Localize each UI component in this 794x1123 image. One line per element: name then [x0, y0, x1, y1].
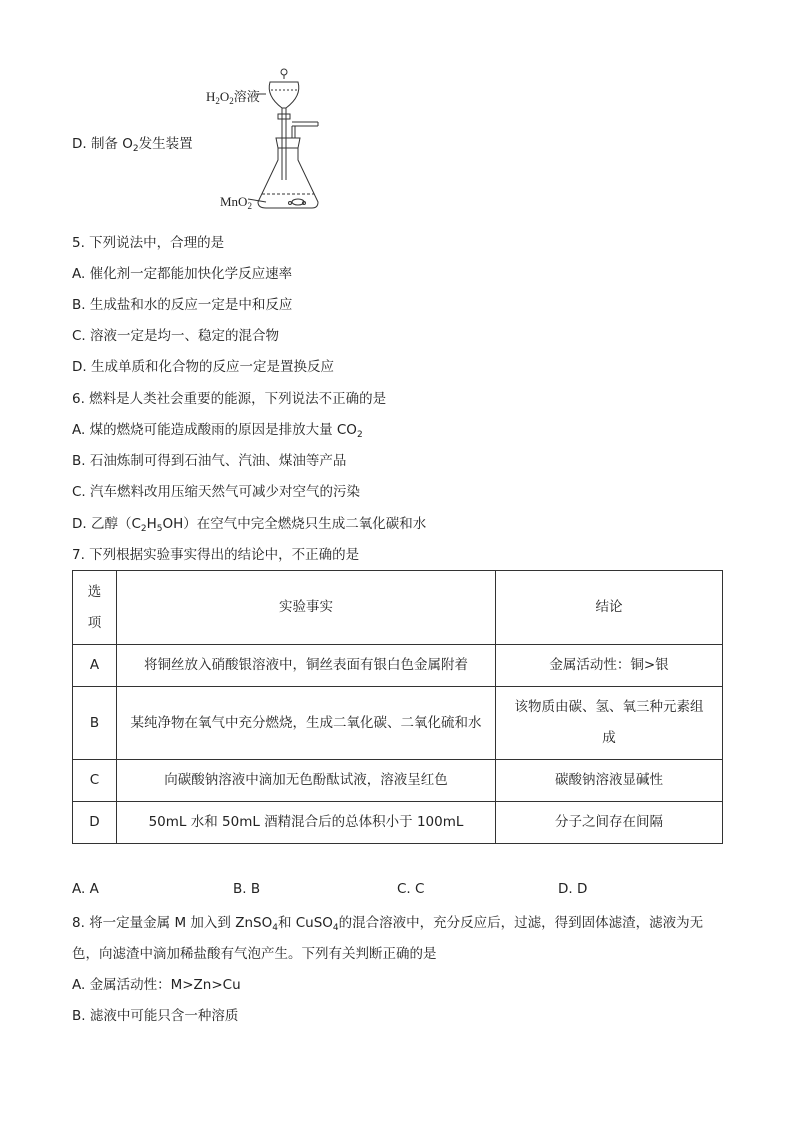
- row-option: C: [73, 760, 117, 802]
- q7-experiment-table: [72, 570, 723, 844]
- row-fact: 向碳酸钠溶液中滴加无色酚酞试液，溶液呈红色: [117, 760, 496, 802]
- row-fact: 将铜丝放入硝酸银溶液中，铜丝表面有银白色金属附着: [117, 645, 496, 687]
- header-fact: 实验事实: [117, 571, 496, 645]
- table-row: [73, 802, 723, 844]
- q8-stem-line2: 色，向滤渣中滴加稀盐酸有气泡产生。下列有关判断正确的是: [72, 946, 437, 962]
- q7-answer-options: [72, 881, 672, 901]
- q6-option-c: C. 汽车燃料改用压缩天然气可减少对空气的污染: [72, 484, 361, 500]
- h2o2-label: $H_2O_2$溶液: [206, 89, 260, 106]
- q7-stem: 7. 下列根据实验事实得出的结论中，不正确的是: [72, 547, 360, 563]
- row-option: A: [73, 645, 117, 687]
- row-option: D: [73, 802, 117, 844]
- row-conclusion: 分子之间存在间隔: [496, 802, 723, 844]
- table-row: [73, 645, 723, 687]
- q4-option-d: D. 制备 $O_2$发生装置: [72, 136, 193, 154]
- q5-option-b: B. 生成盐和水的反应一定是中和反应: [72, 297, 293, 313]
- q6-option-d: D. 乙醇$(C_2H_5OH)$在空气中完全燃烧只生成二氧化碳和水: [72, 516, 427, 534]
- q7-answer-d: D. D: [558, 881, 588, 897]
- table-header-row: [73, 571, 723, 645]
- q5-option-d: D. 生成单质和化合物的反应一定是置换反应: [72, 359, 334, 375]
- q8-option-b: B. 滤液中可能只含一种溶质: [72, 1008, 239, 1024]
- q8-stem-line1: 8. 将一定量金属 M 加入到 ZnSO$_4$和 CuSO$_4$的混合溶液中，充分反应后，过滤，得到固体滤渣，滤液为无: [72, 915, 704, 933]
- q6-option-b: B. 石油炼制可得到石油气、汽油、煤油等产品: [72, 453, 347, 469]
- table-row: [73, 687, 723, 760]
- row-option: B: [73, 687, 117, 760]
- apparatus-drawing: [200, 62, 360, 222]
- q6-option-a: A. 煤的燃烧可能造成酸雨的原因是排放大量 $CO_2$: [72, 422, 363, 440]
- header-conclusion: 结论: [496, 571, 723, 645]
- o2-generator-diagram: [200, 62, 360, 222]
- q7-answer-a: A. A: [72, 881, 99, 897]
- q6-stem: 6. 燃料是人类社会重要的能源，下列说法不正确的是: [72, 391, 387, 407]
- row-fact: 某纯净物在氧气中充分燃烧，生成二氧化碳、二氧化硫和水: [117, 687, 496, 760]
- table-row: [73, 760, 723, 802]
- q5-option-c: C. 溶液一定是均一、稳定的混合物: [72, 328, 280, 344]
- q5-option-a: A. 催化剂一定都能加快化学反应速率: [72, 266, 293, 282]
- q7-answer-b: B. B: [233, 881, 261, 897]
- q8-option-a: A. 金属活动性：M>Zn>Cu: [72, 977, 241, 993]
- header-option: 选项: [73, 571, 117, 645]
- row-conclusion: 该物质由碳、氢、氧三种元素组成: [496, 687, 723, 760]
- row-conclusion: 碳酸钠溶液显碱性: [496, 760, 723, 802]
- row-conclusion: 金属活动性：铜>银: [496, 645, 723, 687]
- mno2-label: MnO$_2$: [220, 194, 252, 211]
- q7-answer-c: C. C: [397, 881, 425, 897]
- q5-stem: 5. 下列说法中，合理的是: [72, 235, 225, 251]
- row-fact: 50mL 水和 50mL 酒精混合后的总体积小于 100mL: [117, 802, 496, 844]
